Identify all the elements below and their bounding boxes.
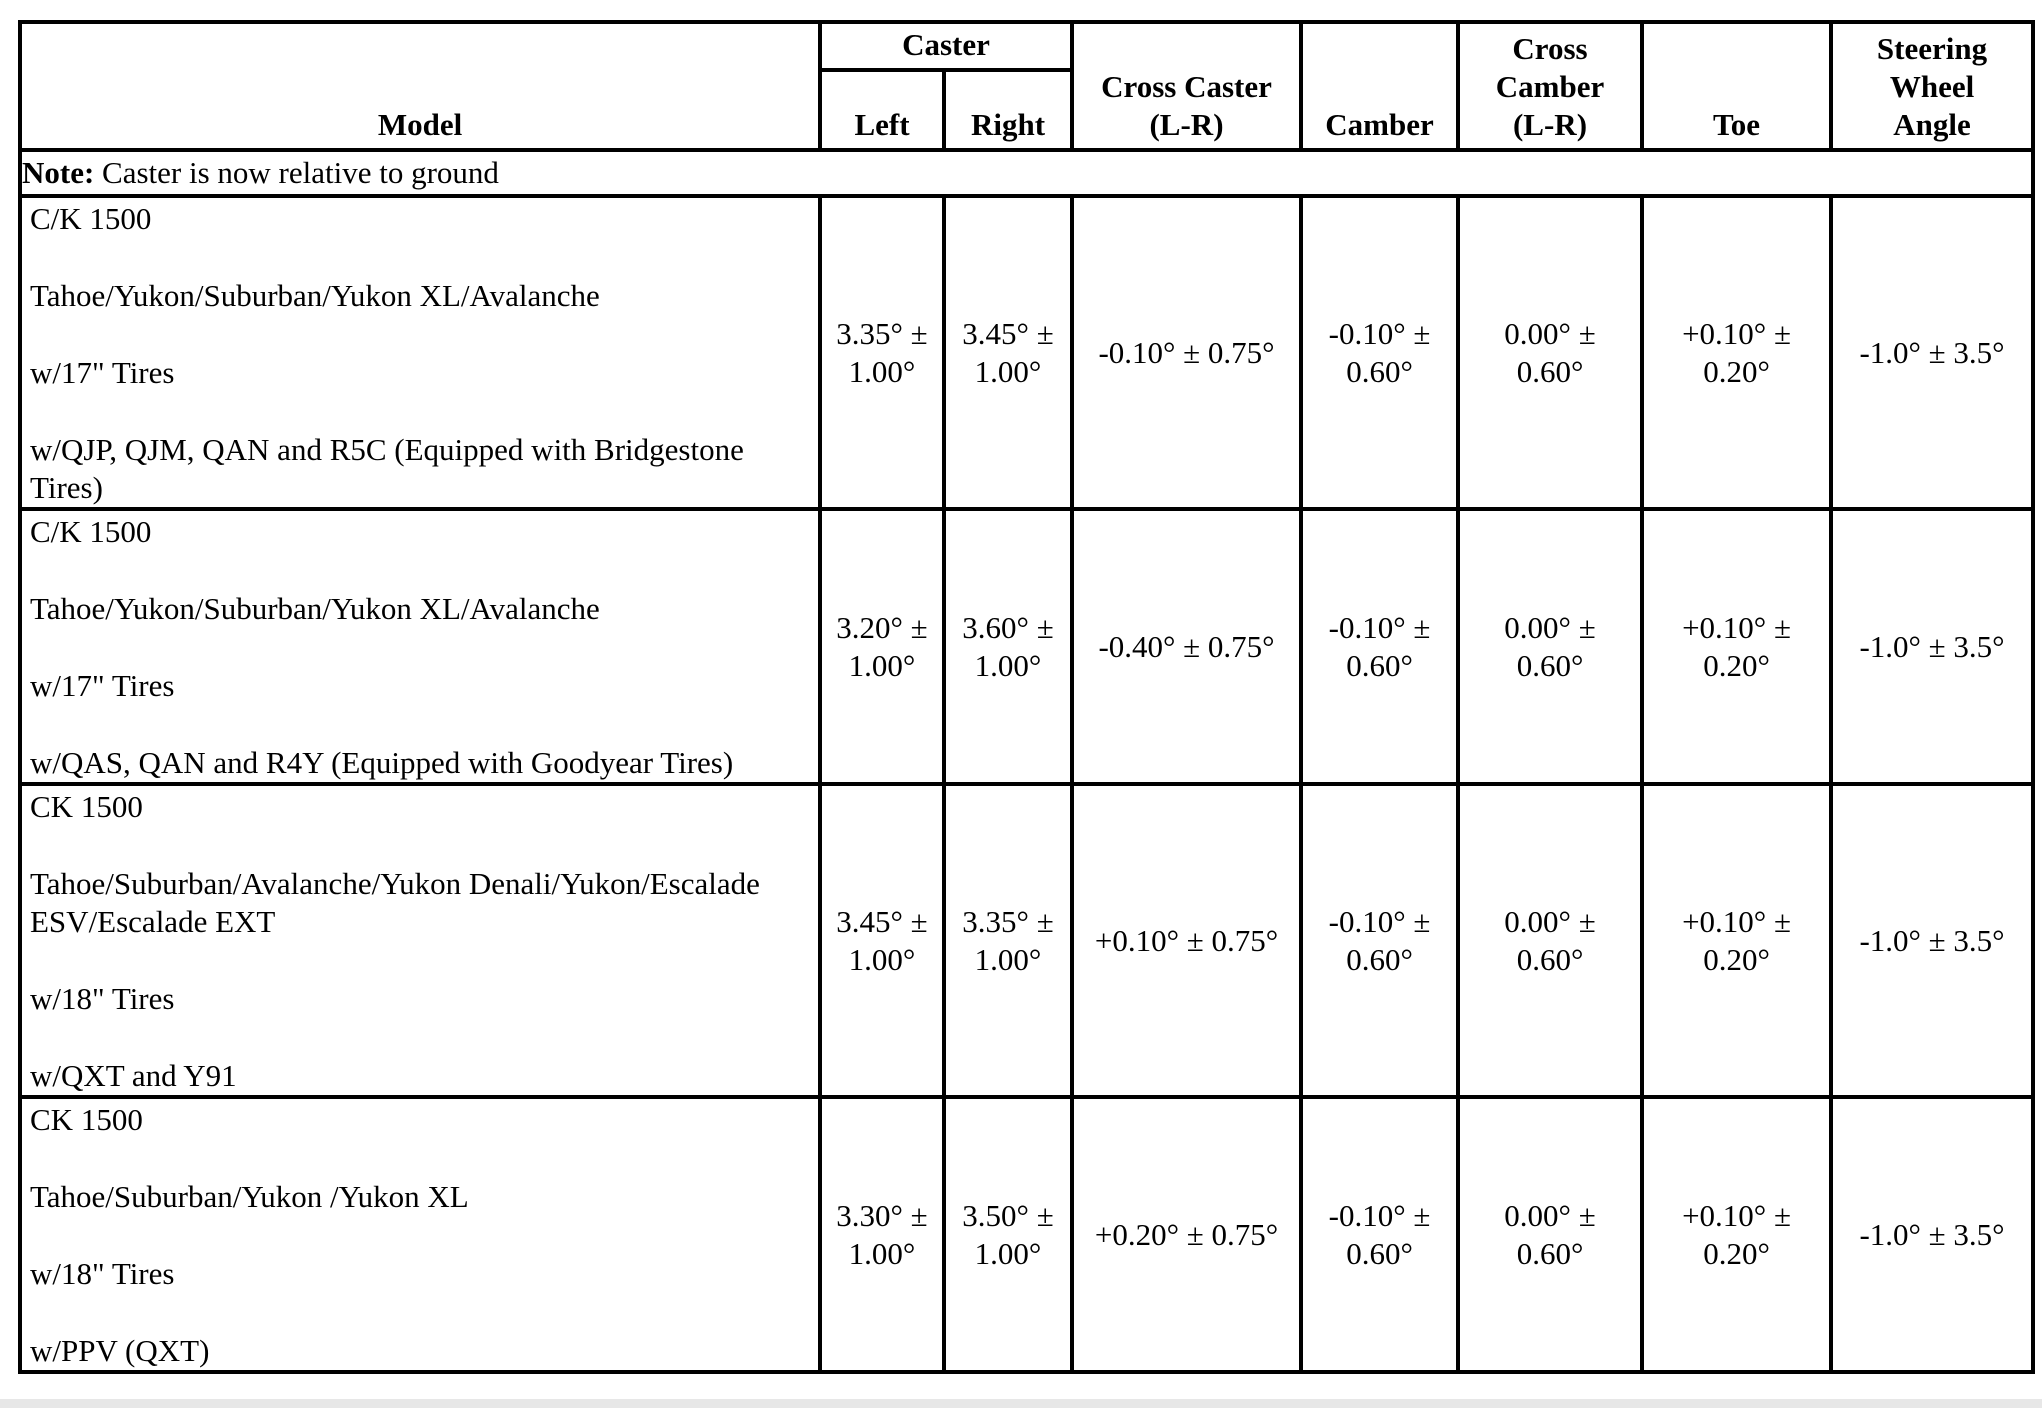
note-row: [20, 150, 2033, 196]
model-line: CK 1500: [30, 789, 143, 824]
camber-cell: -0.10° ± 0.60°: [1301, 784, 1458, 1097]
cross-caster-cell: +0.10° ± 0.75°: [1072, 784, 1301, 1097]
table-row: [20, 196, 2033, 509]
model-cell: [20, 196, 820, 509]
caster-right-cell: 3.50° ± 1.00°: [944, 1097, 1072, 1372]
header-cross-caster: Cross Caster (L-R): [1072, 22, 1301, 150]
note-label: Note:: [22, 155, 95, 190]
model-line: w/PPV (QXT): [30, 1333, 210, 1368]
model-line: Tahoe/Suburban/Yukon /Yukon XL: [30, 1179, 469, 1214]
model-line: w/QJP, QJM, QAN and R5C (Equipped with Bridgestone Tires): [30, 432, 744, 505]
steering-wheel-angle-cell: -1.0° ± 3.5°: [1831, 509, 2033, 784]
caster-right-cell: 3.35° ± 1.00°: [944, 784, 1072, 1097]
header-model: Model: [20, 22, 820, 150]
model-line: w/QXT and Y91: [30, 1058, 237, 1093]
cross-camber-cell: 0.00° ± 0.60°: [1458, 196, 1642, 509]
header-caster-right: Right: [944, 70, 1072, 150]
caster-right-cell: 3.45° ± 1.00°: [944, 196, 1072, 509]
model-line: w/18" Tires: [30, 981, 175, 1016]
toe-cell: +0.10° ± 0.20°: [1642, 509, 1831, 784]
model-line: C/K 1500: [30, 514, 152, 549]
model-line: Tahoe/Yukon/Suburban/Yukon XL/Avalanche: [30, 278, 600, 313]
cross-caster-cell: -0.40° ± 0.75°: [1072, 509, 1301, 784]
cross-camber-cell: 0.00° ± 0.60°: [1458, 784, 1642, 1097]
header-cross-camber: Cross Camber (L-R): [1458, 22, 1642, 150]
header-caster-left: Left: [820, 70, 944, 150]
model-cell: [20, 784, 820, 1097]
header-caster: Caster: [820, 22, 1072, 70]
model-line: w/18" Tires: [30, 1256, 175, 1291]
camber-cell: -0.10° ± 0.60°: [1301, 509, 1458, 784]
header-camber: Camber: [1301, 22, 1458, 150]
caster-left-cell: 3.45° ± 1.00°: [820, 784, 944, 1097]
toe-cell: +0.10° ± 0.20°: [1642, 196, 1831, 509]
steering-wheel-angle-cell: -1.0° ± 3.5°: [1831, 1097, 2033, 1372]
model-line: C/K 1500: [30, 201, 152, 236]
header-steering-wheel-angle: Steering Wheel Angle: [1831, 22, 2033, 150]
table-row: [20, 1097, 2033, 1372]
model-line: w/17" Tires: [30, 355, 175, 390]
steering-wheel-angle-cell: -1.0° ± 3.5°: [1831, 196, 2033, 509]
page-bottom-rule: [0, 1399, 2042, 1408]
model-cell: [20, 509, 820, 784]
caster-left-cell: 3.30° ± 1.00°: [820, 1097, 944, 1372]
model-line: CK 1500: [30, 1102, 143, 1137]
cross-camber-cell: 0.00° ± 0.60°: [1458, 509, 1642, 784]
alignment-spec-table: [18, 20, 2035, 1374]
toe-cell: +0.10° ± 0.20°: [1642, 784, 1831, 1097]
note-cell: [20, 150, 2033, 196]
toe-cell: +0.10° ± 0.20°: [1642, 1097, 1831, 1372]
model-line: Tahoe/Suburban/Avalanche/Yukon Denali/Yukon/Escalade ESV/Escalade EXT: [30, 866, 760, 939]
header-row-top: [20, 22, 2033, 70]
steering-wheel-angle-cell: -1.0° ± 3.5°: [1831, 784, 2033, 1097]
note-text: Caster is now relative to ground: [94, 155, 499, 190]
cross-caster-cell: -0.10° ± 0.75°: [1072, 196, 1301, 509]
caster-left-cell: 3.20° ± 1.00°: [820, 509, 944, 784]
caster-right-cell: 3.60° ± 1.00°: [944, 509, 1072, 784]
caster-left-cell: 3.35° ± 1.00°: [820, 196, 944, 509]
model-line: Tahoe/Yukon/Suburban/Yukon XL/Avalanche: [30, 591, 600, 626]
cross-camber-cell: 0.00° ± 0.60°: [1458, 1097, 1642, 1372]
model-line: w/17" Tires: [30, 668, 175, 703]
cross-caster-cell: +0.20° ± 0.75°: [1072, 1097, 1301, 1372]
header-toe: Toe: [1642, 22, 1831, 150]
model-line: w/QAS, QAN and R4Y (Equipped with Goodyear Tires): [30, 745, 734, 780]
model-cell: [20, 1097, 820, 1372]
camber-cell: -0.10° ± 0.60°: [1301, 1097, 1458, 1372]
camber-cell: -0.10° ± 0.60°: [1301, 196, 1458, 509]
table-row: [20, 509, 2033, 784]
table-row: [20, 784, 2033, 1097]
